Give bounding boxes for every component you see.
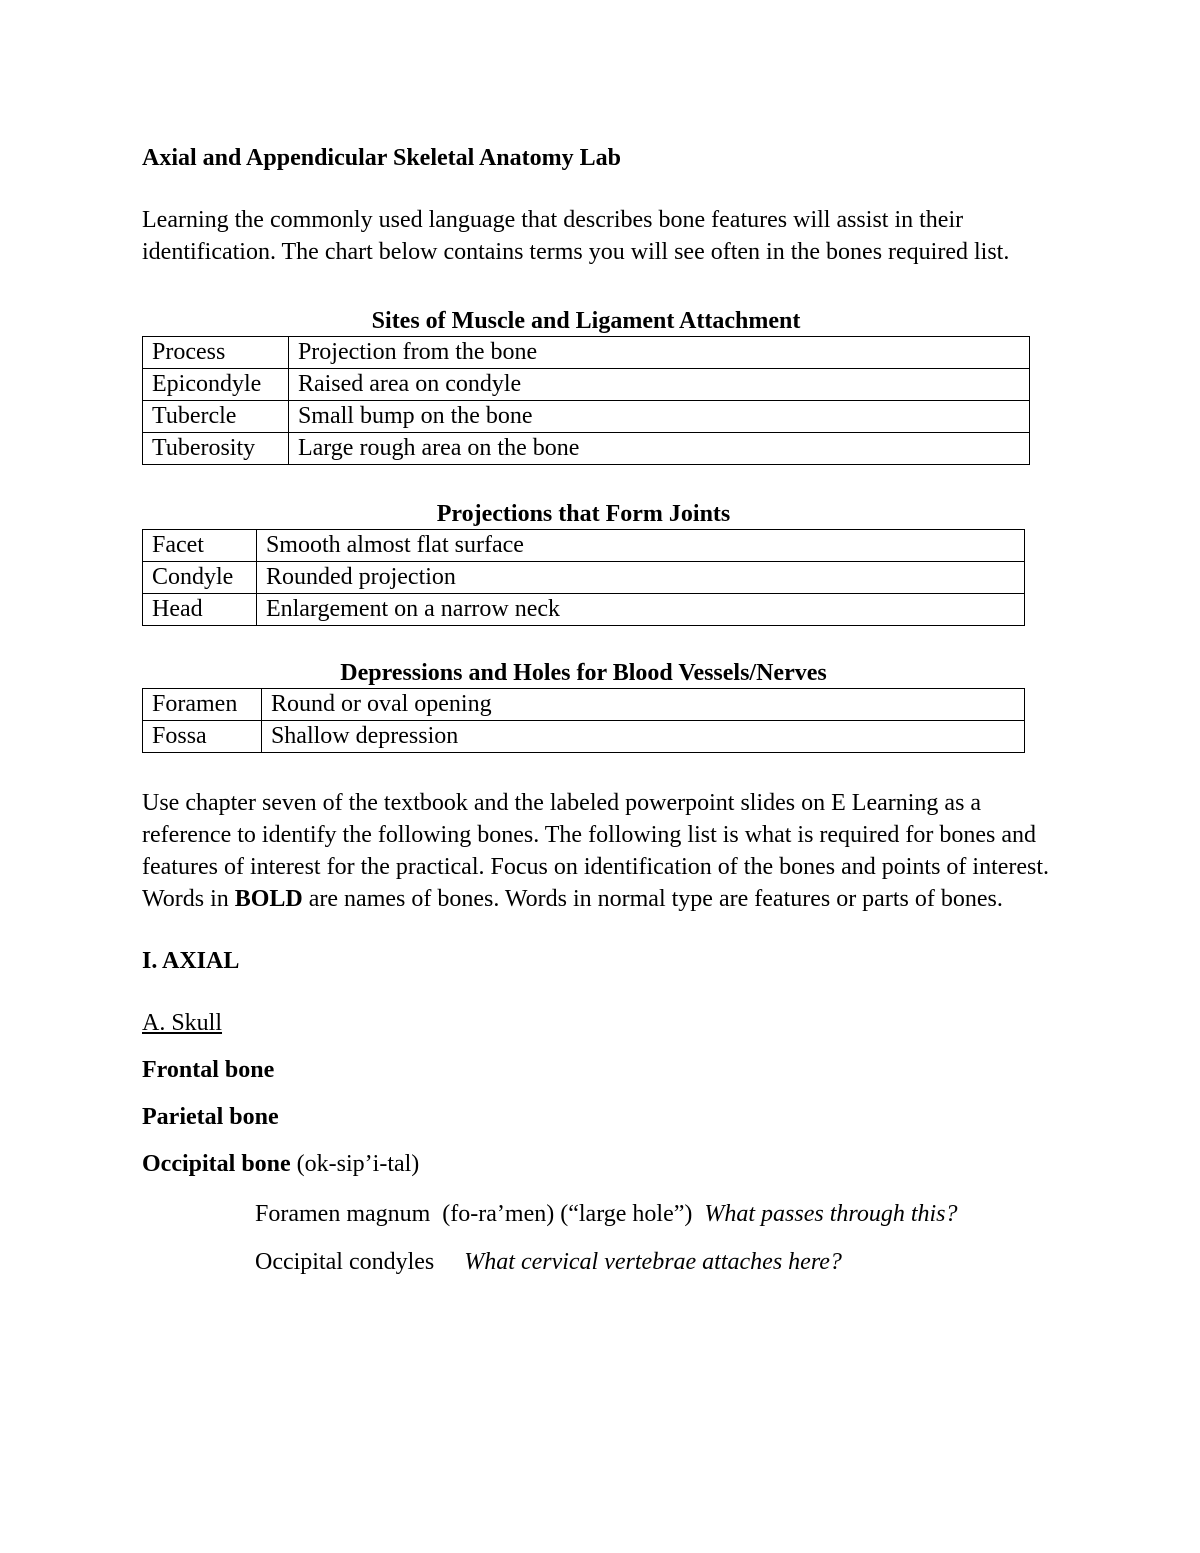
definition-cell: Projection from the bone bbox=[288, 337, 1029, 369]
document-title: Axial and Appendicular Skeletal Anatomy Lab bbox=[142, 145, 621, 171]
section-heading: I. AXIAL bbox=[142, 948, 240, 974]
term-cell: Condyle bbox=[143, 562, 257, 594]
definition-cell: Raised area on condyle bbox=[288, 369, 1029, 401]
feature-text: Foramen magnum (fo-ra’men) (“large hole”) bbox=[255, 1201, 705, 1227]
term-cell: Facet bbox=[143, 530, 257, 562]
term-cell: Tubercle bbox=[143, 401, 289, 433]
subsection-heading: A. Skull bbox=[142, 1010, 223, 1036]
table-row bbox=[143, 721, 1025, 753]
joints-table-caption: Projections that Form Joints bbox=[436, 501, 731, 527]
feature-text: Occipital condyles bbox=[255, 1249, 465, 1275]
table-row bbox=[143, 369, 1030, 401]
joints-table bbox=[142, 529, 1025, 626]
feature-question: What cervical vertebrae attaches here? bbox=[464, 1249, 842, 1275]
bone-entry bbox=[142, 1148, 1062, 1180]
bone-name: Occipital bone bbox=[142, 1151, 291, 1177]
table-row bbox=[143, 337, 1030, 369]
feature-entry bbox=[255, 1190, 1015, 1238]
attachment-table-caption: Sites of Muscle and Ligament Attachment bbox=[371, 308, 801, 334]
bone-entry bbox=[142, 1054, 1062, 1086]
table-row bbox=[143, 433, 1030, 465]
feature-question: What passes through this? bbox=[704, 1201, 958, 1227]
feature-entry bbox=[255, 1238, 1062, 1286]
definition-cell: Rounded projection bbox=[256, 562, 1024, 594]
table-row bbox=[143, 594, 1025, 626]
attachment-table-block bbox=[142, 306, 1030, 465]
instructions-paragraph bbox=[142, 787, 1062, 915]
term-cell: Fossa bbox=[143, 721, 262, 753]
depressions-table-caption: Depressions and Holes for Blood Vessels/Nerves bbox=[340, 660, 827, 686]
definition-cell: Small bump on the bone bbox=[288, 401, 1029, 433]
definition-cell: Smooth almost flat surface bbox=[256, 530, 1024, 562]
joints-table-block bbox=[142, 499, 1025, 626]
bone-entry bbox=[142, 1101, 1062, 1133]
depressions-table-block bbox=[142, 658, 1025, 753]
table-row bbox=[143, 562, 1025, 594]
term-cell: Tuberosity bbox=[143, 433, 289, 465]
bone-pronunciation: (ok-sip’i-tal) bbox=[290, 1151, 420, 1177]
term-cell: Head bbox=[143, 594, 257, 626]
definition-cell: Enlargement on a narrow neck bbox=[256, 594, 1024, 626]
instructions-bold-word: BOLD bbox=[234, 886, 303, 912]
definition-cell: Large rough area on the bone bbox=[288, 433, 1029, 465]
definition-cell: Round or oval opening bbox=[261, 689, 1024, 721]
definition-cell: Shallow depression bbox=[261, 721, 1024, 753]
attachment-table bbox=[142, 336, 1030, 465]
document-page bbox=[142, 142, 1062, 1286]
term-cell: Epicondyle bbox=[143, 369, 289, 401]
bone-name: Frontal bone bbox=[142, 1057, 275, 1083]
term-cell: Foramen bbox=[143, 689, 262, 721]
instructions-part-1: Use chapter seven of the textbook and the labeled powerpoint slides on E Learning as a reference to identify the following bones. The following list is what is required for bones and features of interest for the practical. Focus on identification of the bones and points of interest. Words in bbox=[142, 790, 1050, 912]
term-cell: Process bbox=[143, 337, 289, 369]
depressions-table bbox=[142, 688, 1025, 753]
table-row bbox=[143, 530, 1025, 562]
table-row bbox=[143, 689, 1025, 721]
bone-name: Parietal bone bbox=[142, 1104, 279, 1130]
intro-paragraph: Learning the commonly used language that describes bone features will assist in their identification. The chart below contains terms you will see often in the bones required list. bbox=[142, 207, 1010, 265]
table-row bbox=[143, 401, 1030, 433]
instructions-part-2: are names of bones. Words in normal type are features or parts of bones. bbox=[302, 886, 1003, 912]
